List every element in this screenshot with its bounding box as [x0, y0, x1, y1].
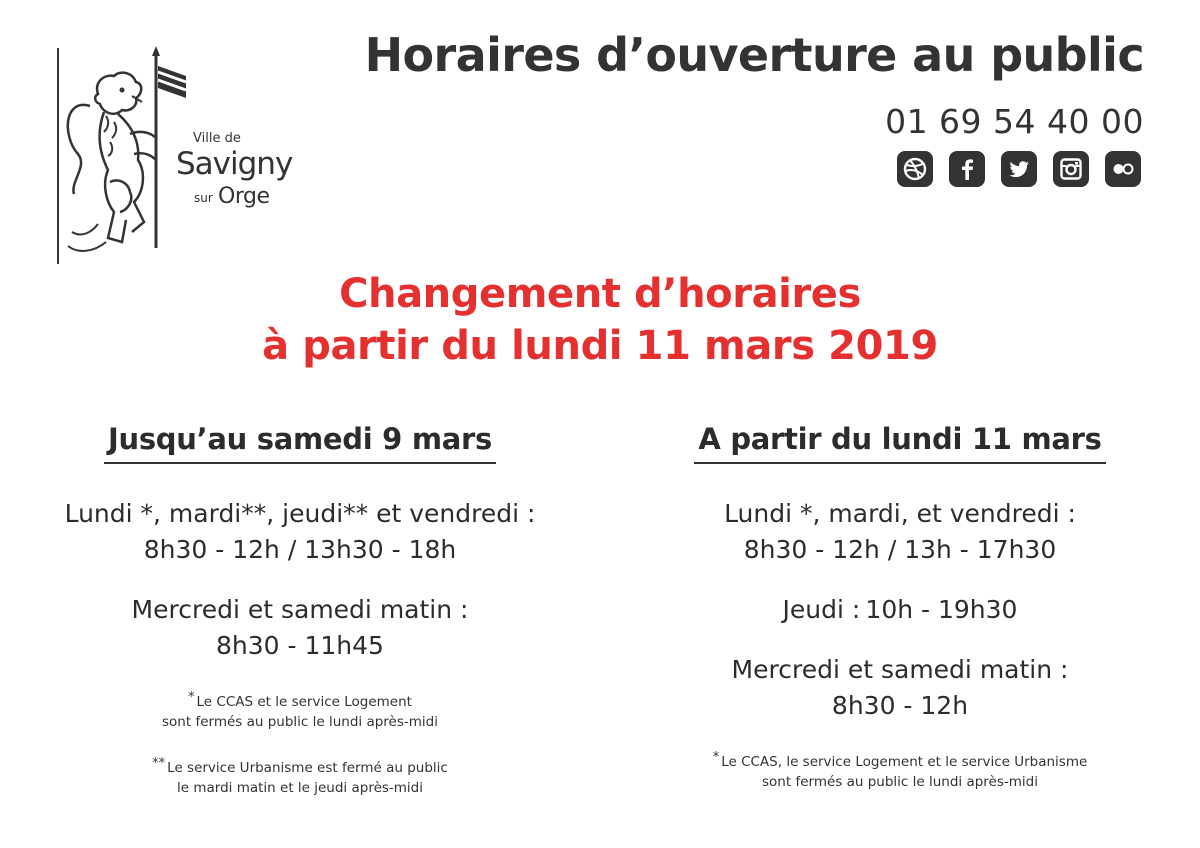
- footnote-marker: **: [152, 756, 166, 771]
- left-hours-1: 8h30 - 12h / 13h30 - 18h: [143, 535, 457, 564]
- right-hours-3: 8h30 - 12h: [831, 691, 969, 720]
- facebook-icon[interactable]: [949, 151, 985, 187]
- right-column-heading: A partir du lundi 11 mars: [694, 422, 1105, 464]
- dribbble-icon[interactable]: [897, 151, 933, 187]
- right-footnote-1-text: Le CCAS, le service Logement et le service Urbanisme: [721, 754, 1088, 770]
- schedule-from-march-11: [600, 422, 1200, 814]
- flickr-icon[interactable]: [1105, 151, 1141, 187]
- right-days-3: Mercredi et samedi matin :: [731, 655, 1069, 684]
- left-footnote-1-line-2: sont fermés au public le lundi après-midi: [162, 714, 438, 730]
- right-footnote-1-line-1: [600, 748, 1200, 772]
- left-footnote-2-line-2: le mardi matin et le jeudi après-midi: [177, 780, 423, 796]
- schedule-change-announcement: [0, 268, 1200, 372]
- footnote-marker: *: [188, 690, 195, 705]
- left-column-heading: Jusqu’au samedi 9 mars: [104, 422, 496, 464]
- twitter-icon[interactable]: [1001, 151, 1037, 187]
- logo-sur: sur: [194, 191, 213, 205]
- right-hours-2: 10h - 19h30: [865, 595, 1018, 624]
- instagram-icon[interactable]: [1053, 151, 1089, 187]
- right-days-1: Lundi *, mardi, et vendredi :: [724, 499, 1076, 528]
- right-days-2: Jeudi :: [782, 595, 861, 624]
- page-title: Horaires d’ouverture au public: [364, 28, 1144, 82]
- footnote-marker: *: [712, 750, 720, 765]
- left-hours-2: 8h30 - 11h45: [216, 631, 384, 660]
- logo-savigny: Savigny: [176, 146, 293, 182]
- right-footnote-1-line-2: sont fermés au public le lundi après-midi: [762, 774, 1038, 790]
- left-footnote-2-text: Le service Urbanisme est fermé au public: [167, 760, 448, 776]
- phone-number: 01 69 54 40 00: [885, 102, 1144, 141]
- left-days-1: Lundi *, mardi**, jeudi** et vendredi :: [64, 499, 536, 528]
- social-links: [897, 151, 1141, 187]
- logo-orge: Orge: [218, 184, 270, 209]
- left-footnote-1-text: Le CCAS et le service Logement: [196, 694, 412, 710]
- left-footnote-1-line-1: [0, 688, 600, 712]
- logo-ville-de: Ville de: [193, 131, 241, 146]
- schedule-until-march-9: [0, 422, 600, 820]
- left-footnote-2-line-1: [0, 754, 600, 778]
- right-hours-1: 8h30 - 12h / 13h - 17h30: [743, 535, 1057, 564]
- announcement-line-1: Changement d’horaires: [339, 271, 861, 317]
- left-days-2: Mercredi et samedi matin :: [131, 595, 469, 624]
- announcement-line-2: à partir du lundi 11 mars 2019: [262, 323, 938, 369]
